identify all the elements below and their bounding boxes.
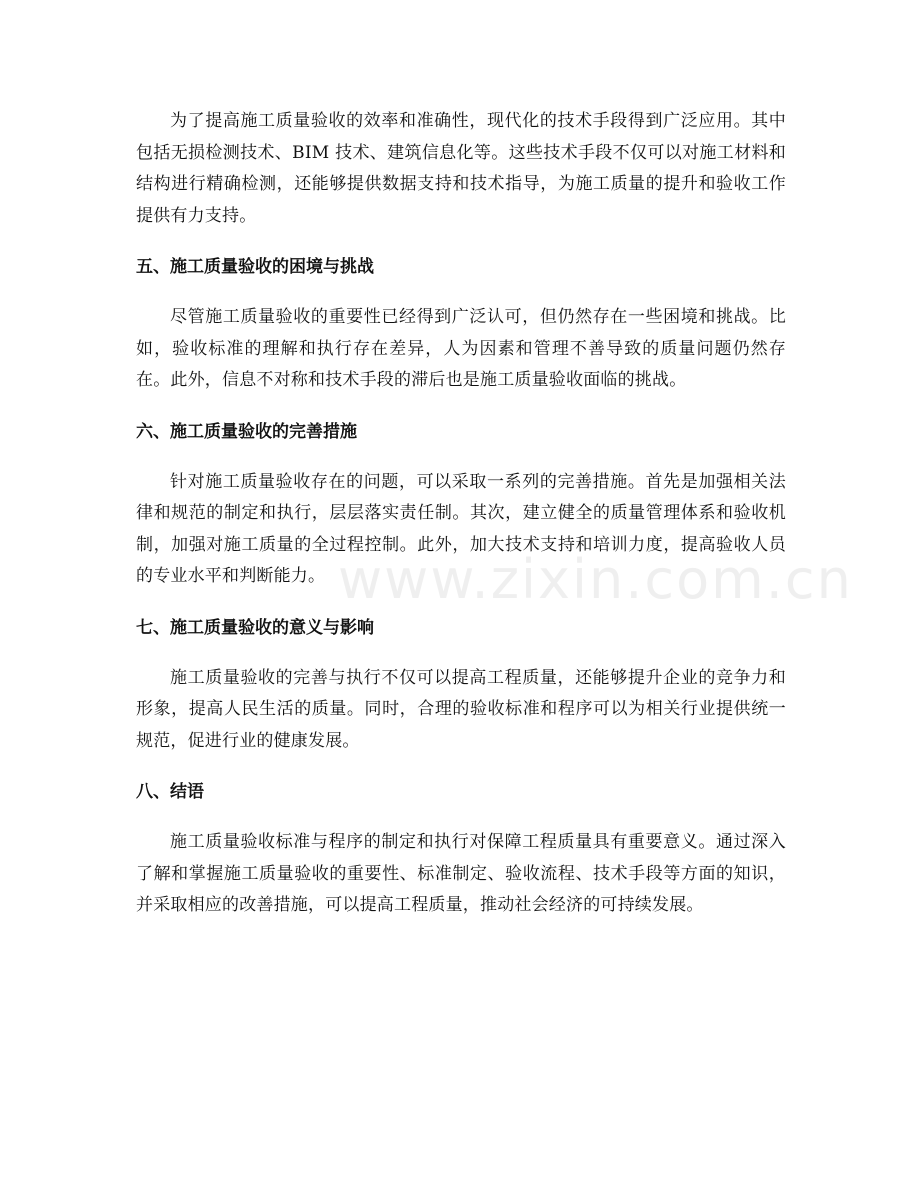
paragraph-measures: 针对施工质量验收存在的问题，可以采取一系列的完善措施。首先是加强相关法律和规范的制定和执行，层层落实责任制。其次，建立健全的质量管理体系和验收机制，加强对施工质量的全过程控制。此外，加大技术支持和培训力度，提高验收人员的专业水平和判断能力。 <box>136 471 786 586</box>
paragraph-significance: 施工质量验收的完善与执行不仅可以提高工程质量，还能够提升企业的竞争力和形象，提高人民生活的质量。同时，合理的验收标准和程序可以为相关行业提供统一规范，促进行业的健康发展。 <box>136 667 786 751</box>
paragraph-conclusion: 施工质量验收标准与程序的制定和执行对保障工程质量具有重要意义。通过深入了解和掌握施工质量验收的重要性、标准制定、验收流程、技术手段等方面的知识，并采取相应的改善措施，可以提高工程质量，推动社会经济的可持续发展。 <box>136 832 786 915</box>
watermark: www.zixin.com.cn <box>338 548 853 611</box>
document-body <box>136 106 786 942</box>
heading-section-7: 七、施工质量验收的意义与影响 <box>136 617 374 638</box>
paragraph-challenges: 尽管施工质量验收的重要性已经得到广泛认可，但仍然存在一些困境和挑战。比如，验收标准的理解和执行存在差异，人为因素和管理不善导致的质量问题仍然存在。此外，信息不对称和技术手段的滞后也是施工质量验收面临的挑战。 <box>136 307 786 390</box>
heading-section-6: 六、施工质量验收的完善措施 <box>136 421 357 442</box>
paragraph-technology: 为了提高施工质量验收的效率和准确性，现代化的技术手段得到广泛应用。其中包括无损检测技术、BIM 技术、建筑信息化等。这些技术手段不仅可以对施工材料和结构进行精确检测，还能够提供数据支持和技术指导，为施工质量的提升和验收工作提供有力支持。 <box>136 111 786 226</box>
heading-section-8: 八、结语 <box>136 782 204 802</box>
heading-section-5: 五、施工质量验收的困境与挑战 <box>136 257 374 277</box>
